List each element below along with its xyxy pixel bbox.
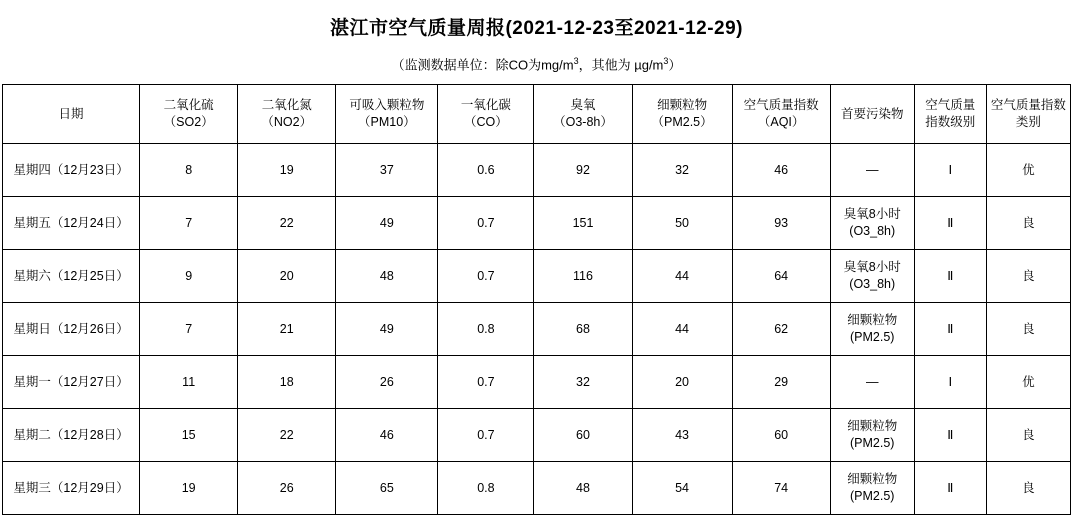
cell-primary-pollutant	[830, 250, 914, 303]
cell-primary-pollutant-line1: 细颗粒物	[847, 419, 898, 434]
cell-no2: 22	[238, 197, 336, 250]
column-header-pm10-line2: （PM10）	[358, 115, 416, 130]
cell-co: 0.7	[438, 409, 534, 462]
cell-level: Ⅰ	[914, 356, 986, 409]
cell-pm10: 49	[336, 197, 438, 250]
cell-date: 星期三（12月29日）	[3, 462, 140, 515]
cell-level: Ⅱ	[914, 250, 986, 303]
cell-primary-pollutant-line1: 臭氧8小时	[843, 260, 901, 275]
column-header-pm25-line1: 细颗粒物	[657, 98, 708, 113]
cell-co: 0.8	[438, 303, 534, 356]
table-row	[3, 409, 1071, 462]
cell-category: 优	[986, 144, 1070, 197]
column-header-co	[438, 85, 534, 144]
air-quality-table	[2, 84, 1071, 515]
cell-aqi: 93	[732, 197, 830, 250]
cell-so2: 7	[140, 197, 238, 250]
column-header-so2-line2: （SO2）	[163, 115, 214, 130]
cell-o3: 151	[534, 197, 632, 250]
page-title: 湛江市空气质量周报(2021-12-23至2021-12-29)	[329, 18, 744, 39]
column-header-no2	[238, 85, 336, 144]
cell-pm25: 20	[632, 356, 732, 409]
cell-primary-pollutant	[830, 356, 914, 409]
column-header-pm10	[336, 85, 438, 144]
units-note-sup2: 3	[663, 56, 669, 66]
units-note-suffix: ）	[668, 57, 682, 73]
column-header-aqi-line1: 空气质量指数	[743, 98, 819, 113]
column-header-level-line2: 指数级别	[925, 115, 976, 130]
column-header-no2-line2: （NO2）	[261, 115, 313, 130]
column-header-level	[914, 85, 986, 144]
table-row	[3, 356, 1071, 409]
cell-so2: 15	[140, 409, 238, 462]
table-row	[3, 144, 1071, 197]
column-header-category	[986, 85, 1070, 144]
units-note-prefix: （监测数据单位：除CO为mg/m	[391, 57, 574, 73]
cell-so2: 19	[140, 462, 238, 515]
cell-no2: 21	[238, 303, 336, 356]
cell-date: 星期二（12月28日）	[3, 409, 140, 462]
column-header-no2-line1: 二氧化氮	[261, 98, 312, 113]
cell-level: Ⅱ	[914, 409, 986, 462]
column-header-o3-line1: 臭氧	[570, 98, 596, 113]
column-header-pm10-line1: 可吸入颗粒物	[349, 98, 425, 113]
column-header-pm25	[632, 85, 732, 144]
cell-level: Ⅱ	[914, 462, 986, 515]
cell-category: 良	[986, 462, 1070, 515]
column-header-o3	[534, 85, 632, 144]
cell-primary-pollutant	[830, 197, 914, 250]
cell-so2: 7	[140, 303, 238, 356]
cell-level: Ⅱ	[914, 303, 986, 356]
cell-pm10: 37	[336, 144, 438, 197]
cell-primary-pollutant-line2: (PM2.5)	[850, 489, 895, 504]
cell-o3: 68	[534, 303, 632, 356]
column-header-category-line2: 类别	[1015, 115, 1041, 130]
cell-aqi: 62	[732, 303, 830, 356]
cell-pm10: 26	[336, 356, 438, 409]
cell-o3: 32	[534, 356, 632, 409]
column-header-aqi	[732, 85, 830, 144]
column-header-so2	[140, 85, 238, 144]
cell-pm10: 46	[336, 409, 438, 462]
cell-primary-pollutant	[830, 303, 914, 356]
cell-category: 良	[986, 197, 1070, 250]
cell-primary-pollutant-line1: 细颗粒物	[847, 472, 898, 487]
units-note-mid: ，其他为 µg/m	[578, 57, 664, 73]
column-header-primary-pollutant	[830, 85, 914, 144]
cell-date: 星期六（12月25日）	[3, 250, 140, 303]
table-row	[3, 303, 1071, 356]
cell-pm25: 50	[632, 197, 732, 250]
column-header-category-line1: 空气质量指数	[990, 98, 1066, 113]
cell-primary-pollutant-line1: 细颗粒物	[847, 313, 898, 328]
cell-no2: 26	[238, 462, 336, 515]
cell-primary-pollutant	[830, 462, 914, 515]
cell-aqi: 64	[732, 250, 830, 303]
cell-co: 0.8	[438, 462, 534, 515]
cell-primary-pollutant	[830, 409, 914, 462]
cell-no2: 19	[238, 144, 336, 197]
cell-pm10: 65	[336, 462, 438, 515]
cell-no2: 22	[238, 409, 336, 462]
column-header-co-line2: （CO）	[464, 115, 508, 130]
column-header-pm25-line2: （PM2.5）	[651, 115, 713, 130]
cell-so2: 11	[140, 356, 238, 409]
cell-no2: 20	[238, 250, 336, 303]
column-header-primary-pollutant-line1: 首要污染物	[840, 106, 904, 121]
column-header-date-line1: 日期	[58, 106, 84, 121]
table-row	[3, 250, 1071, 303]
cell-date: 星期一（12月27日）	[3, 356, 140, 409]
cell-primary-pollutant-line2: (O3_8h)	[849, 224, 896, 239]
cell-category: 优	[986, 356, 1070, 409]
cell-pm10: 49	[336, 303, 438, 356]
cell-aqi: 29	[732, 356, 830, 409]
cell-co: 0.6	[438, 144, 534, 197]
cell-aqi: 74	[732, 462, 830, 515]
cell-o3: 116	[534, 250, 632, 303]
units-note-sup1: 3	[573, 56, 579, 66]
cell-so2: 8	[140, 144, 238, 197]
cell-category: 良	[986, 303, 1070, 356]
table-header-row	[3, 85, 1071, 144]
column-header-so2-line1: 二氧化硫	[163, 98, 214, 113]
cell-primary-pollutant-line1: —	[865, 162, 879, 177]
cell-pm25: 32	[632, 144, 732, 197]
cell-primary-pollutant-line1: 臭氧8小时	[843, 207, 901, 222]
table-body	[3, 144, 1071, 515]
cell-category: 良	[986, 250, 1070, 303]
cell-co: 0.7	[438, 356, 534, 409]
cell-level: Ⅰ	[914, 144, 986, 197]
cell-date: 星期五（12月24日）	[3, 197, 140, 250]
cell-pm10: 48	[336, 250, 438, 303]
column-header-level-line1: 空气质量	[925, 98, 976, 113]
column-header-co-line1: 一氧化碳	[460, 98, 511, 113]
cell-primary-pollutant-line2: (PM2.5)	[850, 436, 895, 451]
cell-level: Ⅱ	[914, 197, 986, 250]
cell-co: 0.7	[438, 250, 534, 303]
cell-primary-pollutant-line2: (O3_8h)	[849, 277, 896, 292]
cell-no2: 18	[238, 356, 336, 409]
column-header-o3-line2: （O3-8h）	[553, 115, 613, 130]
cell-o3: 48	[534, 462, 632, 515]
table-row	[3, 197, 1071, 250]
cell-co: 0.7	[438, 197, 534, 250]
cell-pm25: 44	[632, 250, 732, 303]
table-row	[3, 462, 1071, 515]
cell-pm25: 54	[632, 462, 732, 515]
column-header-date	[3, 85, 140, 144]
cell-aqi: 46	[732, 144, 830, 197]
cell-o3: 92	[534, 144, 632, 197]
cell-so2: 9	[140, 250, 238, 303]
cell-date: 星期日（12月26日）	[3, 303, 140, 356]
cell-date: 星期四（12月23日）	[3, 144, 140, 197]
cell-primary-pollutant	[830, 144, 914, 197]
units-note	[0, 42, 1073, 84]
cell-pm25: 43	[632, 409, 732, 462]
column-header-aqi-line2: （AQI）	[757, 115, 805, 130]
cell-primary-pollutant-line2: (PM2.5)	[850, 330, 895, 345]
cell-category: 良	[986, 409, 1070, 462]
table-header	[3, 85, 1071, 144]
cell-o3: 60	[534, 409, 632, 462]
cell-primary-pollutant-line1: —	[865, 374, 879, 389]
cell-aqi: 60	[732, 409, 830, 462]
cell-pm25: 44	[632, 303, 732, 356]
